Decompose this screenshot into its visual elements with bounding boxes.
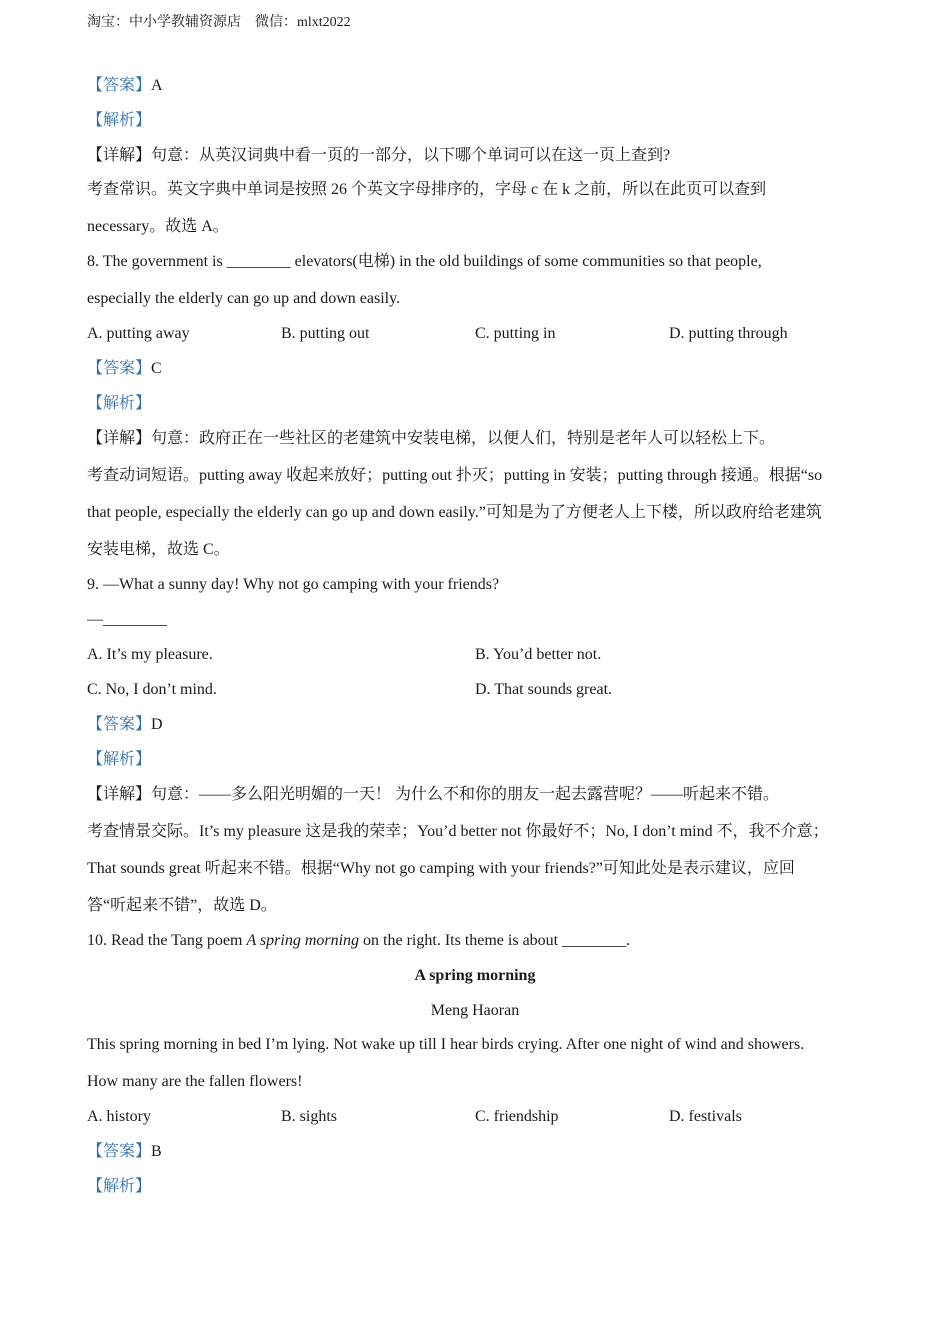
q10-option-c: C. friendship: [475, 1108, 559, 1125]
q9-stem-2: —________: [87, 611, 167, 628]
q9-stem-1: 9. —What a sunny day! Why not go camping with your friends?: [87, 576, 500, 593]
q8-stem-1: 8. The government is ________ elevators(电梯) in the old buildings of some communities so that people,: [87, 253, 762, 270]
q9-answer: 【答案】D: [87, 716, 163, 733]
header-shop: 淘宝：中小学教辅资源店: [87, 15, 241, 30]
q7-analysis-label: 【解析】: [87, 112, 152, 129]
q10-answer: 【答案】B: [87, 1143, 162, 1160]
q9-option-d: D. That sounds great.: [475, 681, 613, 698]
q10-option-d: D. festivals: [669, 1108, 742, 1125]
q9-analysis-label: 【解析】: [87, 751, 152, 768]
poem-author: Meng Haoran: [430, 1002, 520, 1019]
q8-explanation-1: 考查动词短语。putting away 收起来放好；putting out 扑灭；putting in 安装；putting through 接通。根据“so: [87, 467, 823, 484]
q8-explanation-3: 安装电梯，故选 C。: [87, 541, 230, 558]
q9-explanation-1: 考查情景交际。It’s my pleasure 这是我的荣幸；You’d better not 你最好不；No, I don’t mind 不，我不介意；: [87, 823, 829, 840]
q9-option-a: A. It’s my pleasure.: [87, 646, 213, 663]
q8-option-b: B. putting out: [281, 325, 370, 342]
q7-explanation-1: 考查常识。英文字典中单词是按照 26 个英文字母排序的，字母 c 在 k 之前，所以在此页可以查到: [87, 181, 767, 198]
poem-title: A spring morning: [414, 967, 536, 984]
q8-detail: 【详解】句意：政府正在一些社区的老建筑中安装电梯，以便人们，特别是老年人可以轻松上下。: [87, 430, 776, 447]
q9-option-c: C. No, I don’t mind.: [87, 681, 217, 698]
q8-option-a: A. putting away: [87, 325, 190, 342]
poem-line-2: How many are the fallen flowers!: [87, 1073, 303, 1090]
page-header: [87, 13, 351, 33]
q9-explanation-3: 答“听起来不错”，故选 D。: [87, 897, 277, 914]
q9-detail: 【详解】句意：——多么阳光明媚的一天！ 为什么不和你的朋友一起去露营呢？——听起来不错。: [87, 786, 780, 803]
q9-explanation-2: That sounds great 听起来不错。根据“Why not go camping with your friends?”可知此处是表示建议，应回: [87, 860, 795, 877]
q7-answer: 【答案】A: [87, 77, 163, 94]
header-wechat: 微信：mlxt2022: [255, 15, 351, 30]
q8-stem-2: especially the elderly can go up and down easily.: [87, 290, 401, 307]
q8-answer: 【答案】C: [87, 360, 162, 377]
q10-option-b: B. sights: [281, 1108, 338, 1125]
q7-detail: 【详解】句意：从英汉词典中看一页的一部分，以下哪个单词可以在这一页上查到?: [87, 147, 671, 164]
q8-option-d: D. putting through: [669, 325, 788, 342]
q9-option-b: B. You’d better not.: [475, 646, 602, 663]
poem-line-1: This spring morning in bed I’m lying. Not wake up till I hear birds crying. After one night of wind and showers.: [87, 1036, 805, 1053]
q8-explanation-2: that people, especially the elderly can go up and down easily.”可知是为了方便老人上下楼，所以政府给老建筑: [87, 504, 822, 521]
q10-analysis-label: 【解析】: [87, 1178, 152, 1195]
q8-analysis-label: 【解析】: [87, 395, 152, 412]
q7-explanation-2: necessary。故选 A。: [87, 218, 229, 235]
q10-option-a: A. history: [87, 1108, 151, 1125]
q10-stem: 10. Read the Tang poem A spring morning on the right. Its theme is about ________.: [87, 932, 631, 949]
q8-option-c: C. putting in: [475, 325, 556, 342]
